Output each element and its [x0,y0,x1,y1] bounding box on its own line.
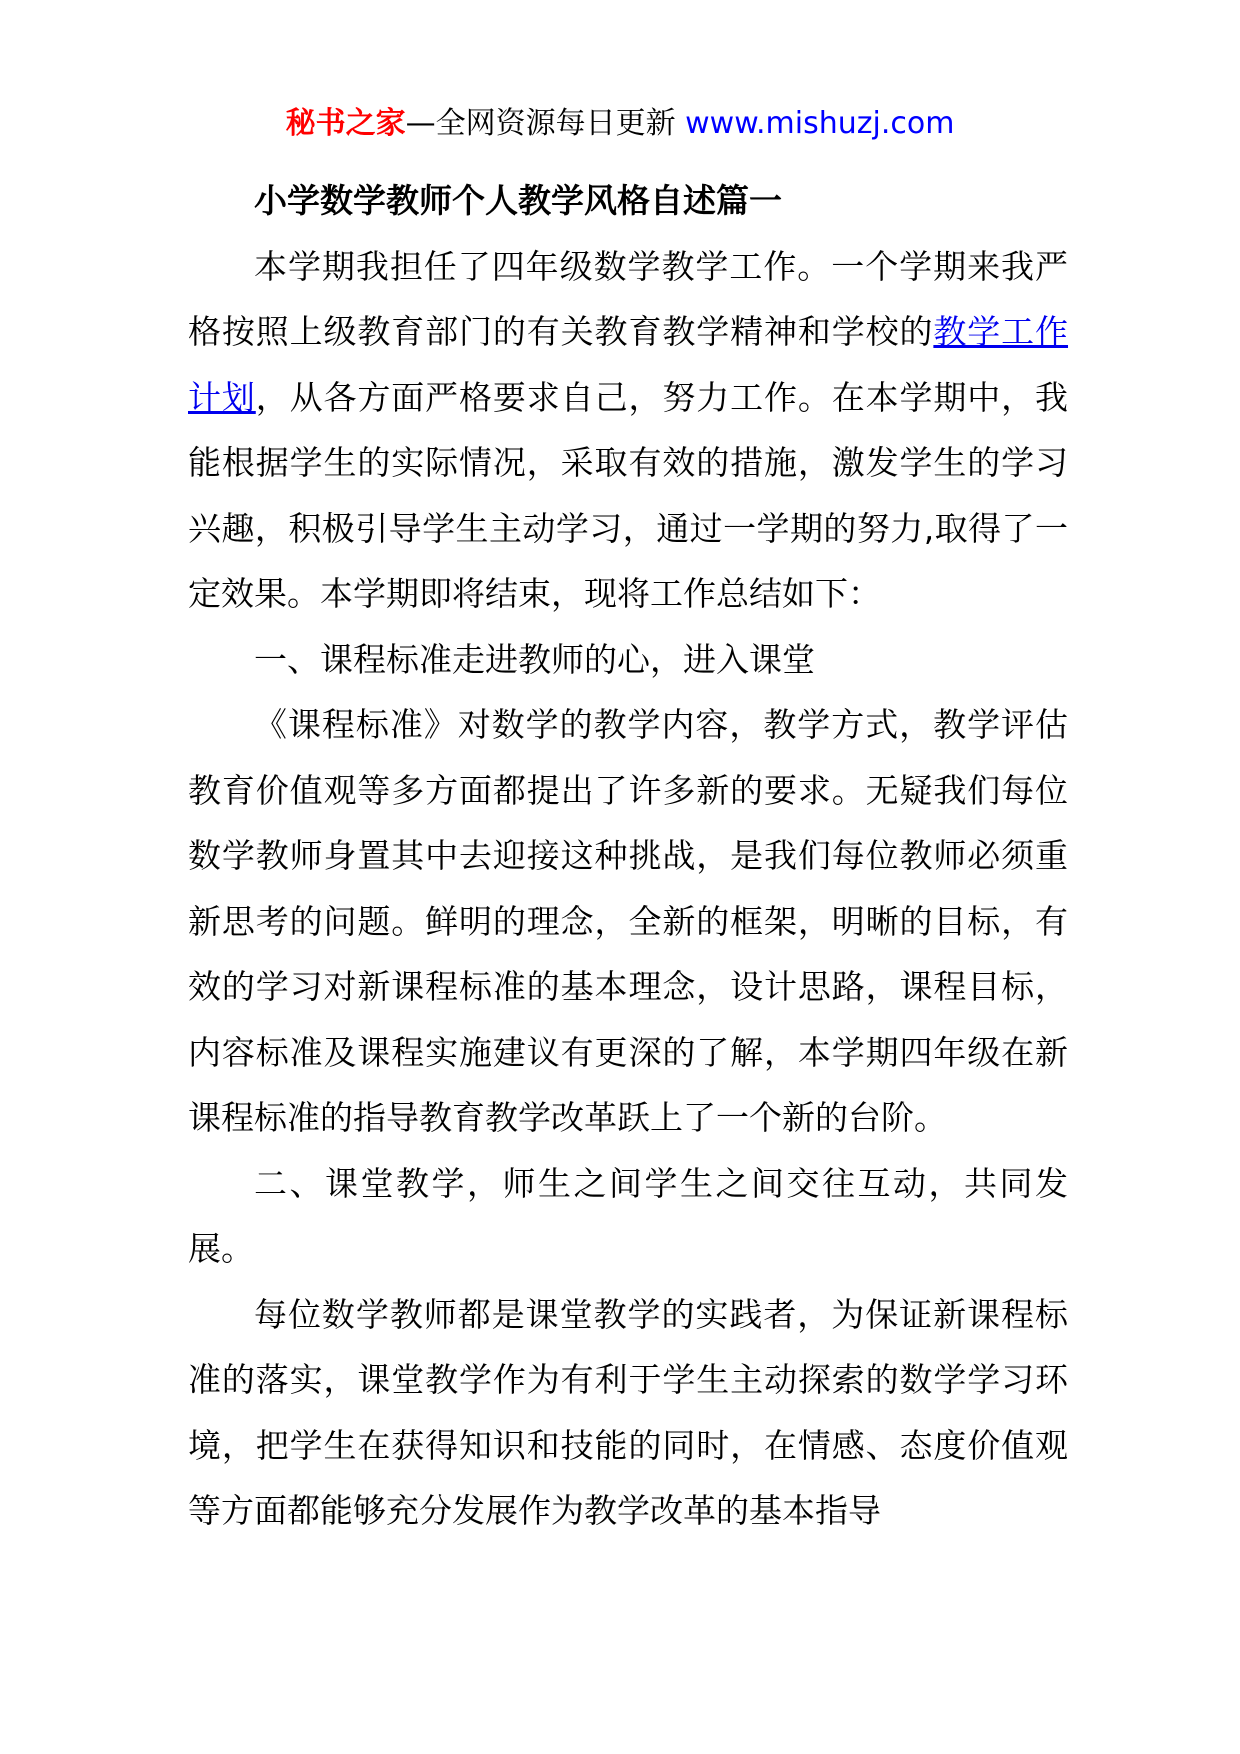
site-url-link[interactable]: www.mishuzj.com [685,106,955,141]
teaching-plan-link[interactable]: 教学工作计划 [188,312,1069,417]
site-tagline: —全网资源每日更新 [405,106,676,141]
section-heading-2: 二、课堂教学，师生之间学生之间交往互动，共同发展。 [188,1163,1068,1268]
paragraph-intro-text-after: ，从各方面严格要求自己，努力工作。在本学期中，我能根据学生的实际情况，采取有效的措施，激发学生的学习兴趣，积极引导学生主动学习，通过一学期的努力,取得了一定效果。本学期即将结束，现将工作总结如下： [188,377,1069,613]
article-body [188,168,1068,1544]
paragraph-classroom: 每位数学教师都是课堂教学的实践者，为保证新课程标准的落实，课堂教学作为有利于学生主动探索的数学学习环境，把学生在获得知识和技能的同时，在情感、态度价值观等方面都能够充分发展作为教学改革的基本指导 [188,1294,1068,1530]
paragraph-intro-text-before: 本学期我担任了四年级数学教学工作。一个学期来我严格按照上级教育部门的有关教育教学精神和学校的 [188,246,1068,351]
paragraph-intro [188,234,1068,627]
section-heading-1: 一、课程标准走进教师的心，进入课堂 [254,639,815,679]
site-brand: 秘书之家 [285,106,406,141]
paragraph-curriculum: 《课程标准》对数学的教学内容，教学方式，教学评估教育价值观等多方面都提出了许多新的要求。无疑我们每位数学教师身置其中去迎接这种挑战，是我们每位教师必须重新思考的问题。鲜明的理念，全新的框架，明晰的目标，有效的学习对新课程标准的基本理念，设计思路，课程目标，内容标准及课程实施建议有更深的了解，本学期四年级在新课程标准的指导教育教学改革跃上了一个新的台阶。 [188,705,1068,1137]
site-header [0,104,1240,144]
article-title: 小学数学教师个人教学风格自述篇一 [254,181,782,220]
